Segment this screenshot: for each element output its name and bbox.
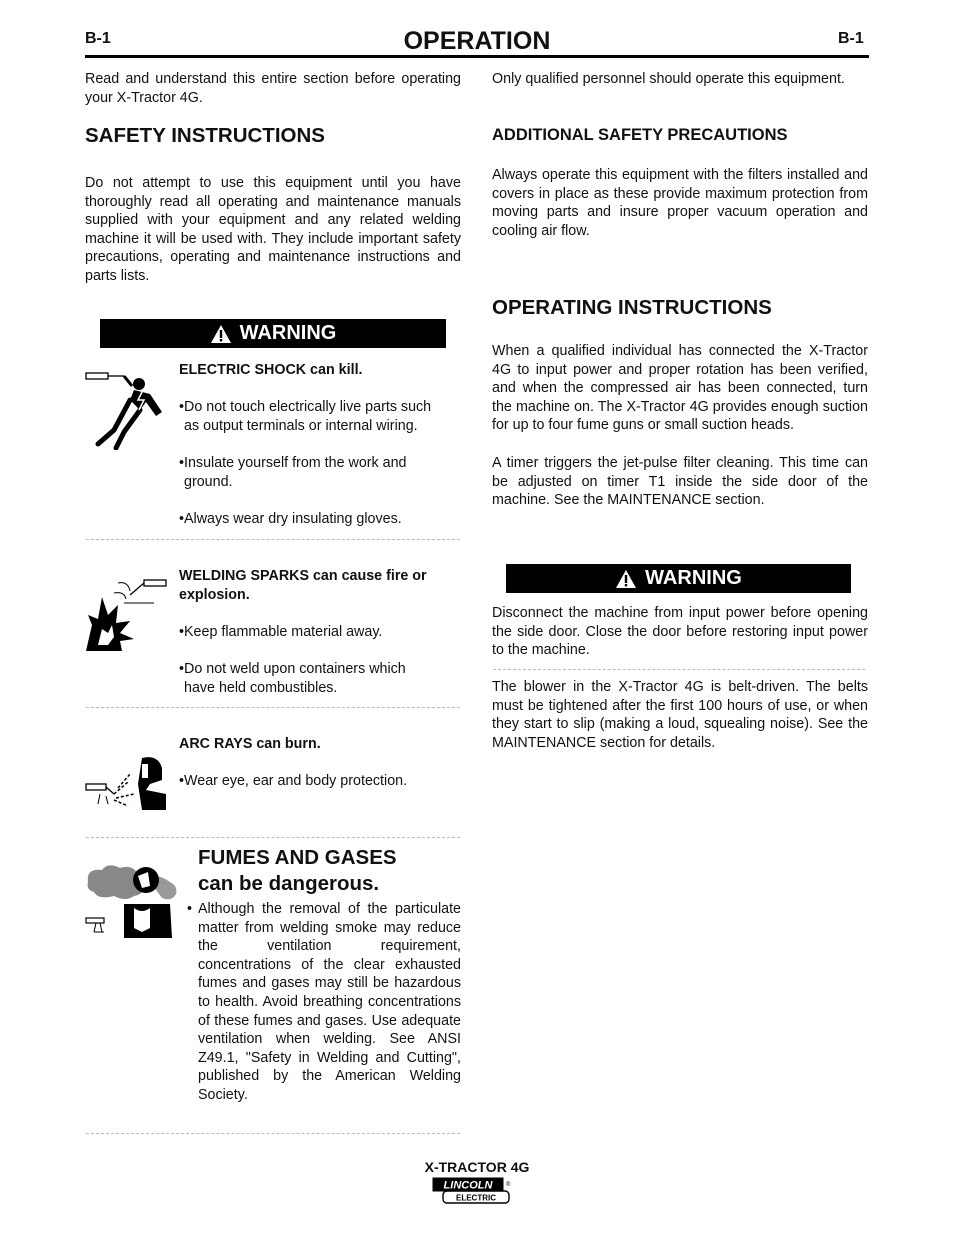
warning-triangle-icon [615,569,637,589]
fumes-title-line: FUMES AND GASES [198,846,397,869]
sparks-lead: WELDING SPARKS can cause fire or [179,568,427,584]
logo-registered: ® [506,1182,511,1188]
shock-lead: ELECTRIC SHOCK can kill. [179,362,363,378]
safety-body: Do not attempt to use this equipment until you have thoroughly read all operating and maintenance manuals supplied with your equipment and any related welding machine it will be used with. They include important safety precautions, operating and maintenance instructions and parts lists. [85,175,461,284]
warning-label-right: WARNING [645,567,742,589]
page-number-left: B-1 [85,30,111,47]
divider [493,669,865,670]
arc-item: •Wear eye, ear and body protection. [179,773,408,790]
divider [86,707,460,708]
warning-banner-left [100,319,446,348]
warning-right-p2: The blower in the X-Tractor 4G is belt-driven. The belts must be tightened after the first 100 hours of use, or when they start to slip (making a loud, squealing noise). See the MAINTENANCE section for details. [492,679,868,751]
operating-heading: OPERATING INSTRUCTIONS [492,296,772,319]
safety-heading: SAFETY INSTRUCTIONS [85,124,325,147]
footer-model-name: X-TRACTOR 4G [424,1159,530,1175]
warning-banner-right [506,564,851,593]
page-title: OPERATION [403,27,551,55]
arc-rays-icon [84,754,174,814]
divider [86,539,460,540]
sparks-warning-text [179,567,469,697]
logo-text-top: LINCOLN [443,1179,493,1192]
divider [86,1133,460,1134]
fumes-body: Although the removal of the particulate matter from welding smoke may reduce the ventilation requirement, concentrations of the clear exhausted fumes and gases may still be hazardous to health. Avoid breathing concentrations of these fumes and gases. Use adequate ventilation when welding. See ANSI Z49.1, "Safety in Welding and Cutting", published by the American Welding Society. [198,901,461,1103]
page-number-right: B-1 [838,30,864,47]
sparks-lead: explosion. [179,586,250,603]
fire-explosion-icon [84,575,174,655]
arc-warning-text [179,735,469,791]
fumes-gases-icon [84,862,180,942]
arc-lead: ARC RAYS can burn. [179,736,321,752]
electric-shock-icon [84,370,174,450]
shock-warning-text [179,361,469,528]
operating-p2: A timer triggers the jet-pulse filter cleaning. This time can be adjusted on timer T1 inside the side door of the machine. See the MAINTENANCE section. [492,455,868,509]
shock-item: as output terminals or internal wiring. [184,417,418,434]
divider [86,837,460,838]
shock-item: ground. [184,473,233,490]
sparks-item: •Keep flammable material away. [179,623,383,640]
header-rule [85,55,869,58]
additional-body: Always operate this equipment with the filters installed and covers in place as these provide maximum protection from moving parts and insure proper vacuum operation and cooling air flow. [492,167,868,239]
fumes-title [198,845,397,897]
warning-label-left: WARNING [239,322,337,344]
warning-right-p1: Disconnect the machine from input power before opening the side door. Close the door before restoring input power to the machine. [492,605,868,659]
shock-item: •Do not touch electrically live parts such [179,399,432,416]
lincoln-electric-logo [432,1177,512,1205]
additional-heading: ADDITIONAL SAFETY PRECAUTIONS [492,126,788,144]
intro-left: Read and understand this entire section before operating your X-Tractor 4G. [85,71,461,106]
sparks-item: •Do not weld upon containers which [179,660,406,677]
fumes-bullet: • [187,901,193,917]
shock-item: •Always wear dry insulating gloves. [179,510,402,527]
warning-triangle-icon [210,324,232,344]
logo-text-bottom: ELECTRIC [456,1193,496,1203]
fumes-title-line: can be dangerous. [198,872,380,895]
intro-right: Only qualified personnel should operate this equipment. [492,71,845,87]
shock-item: •Insulate yourself from the work and [179,454,407,471]
sparks-item: have held combustibles. [184,679,338,696]
operating-p1: When a qualified individual has connected the X-Tractor 4G to input power and proper rotation has been verified, and when the compressed air has been connected, turn the machine on. The X-Tractor 4G provides enough suction for up to four fume guns or small suction heads. [492,343,868,434]
